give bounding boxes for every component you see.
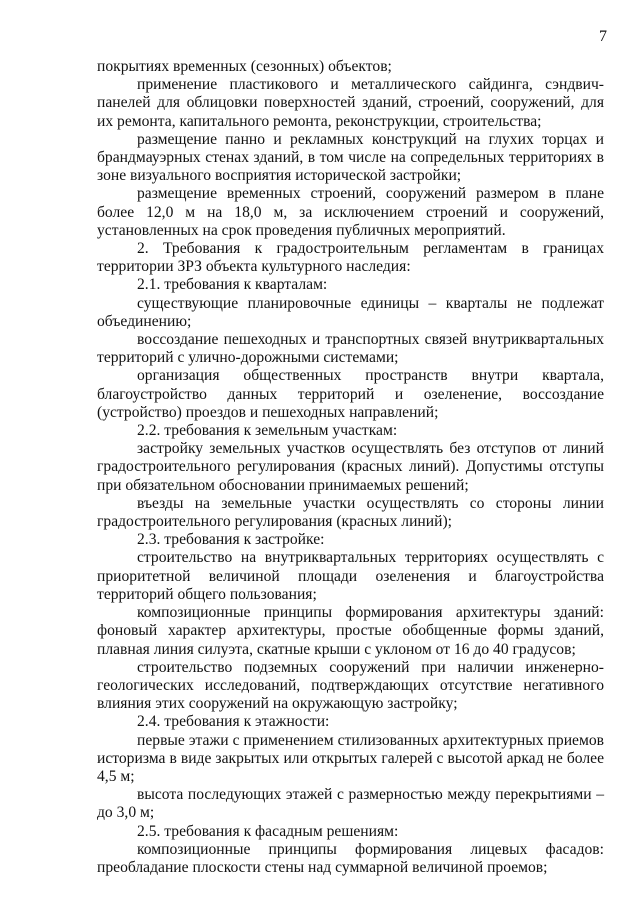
paragraph: композиционные принципы формирования архитектуры зданий: фоновый характер архитектуры, простые обобщенные формы зданий, плавная линия силуэта, скатные крыши с уклоном от 16 до 40 градусов; (97, 604, 604, 658)
paragraph: строительство подземных сооружений при наличии инженерно-геологических исследований, подтверждающих отсутствие негативного влияния этих сооружений на окружающую застройку; (97, 658, 604, 713)
paragraph: размещение панно и рекламных конструкций на глухих торцах и брандмауэрных стенах зданий, в том числе на сопредельных территориях в зоне визуального восприятия исторической застройки; (97, 130, 604, 185)
paragraph: воссоздание пешеходных и транспортных связей внутриквартальных территорий с улично-дорожными системами; (97, 331, 604, 367)
paragraph: покрытиях временных (сезонных) объектов; (97, 58, 392, 75)
paragraph: строительство на внутриквартальных территориях осуществлять с приоритетной величиной площади озеленения и благоустройства территорий общего пользования; (97, 549, 604, 603)
subsection-heading: 2.3. требования к застройке: (137, 531, 325, 549)
paragraph: применение пластикового и металлического сайдинга, сэндвич-панелей для облицовки поверхностей зданий, строений, сооружений, для их ремонта, капитального ремонта, реконструкции, строительства; (97, 76, 604, 130)
paragraph: размещение временных строений, сооружений размером в плане более 12,0 м на 18,0 м, за исключением строений и сооружений, установленных на срок проведения публичных мероприятий. (97, 185, 604, 239)
subsection-heading: 2.2. требования к земельным участкам: (137, 422, 398, 440)
page-number: 7 (599, 28, 607, 45)
subsection-heading: 2.5. требования к фасадным решениям: (137, 822, 399, 840)
section-heading: 2. Требования к градостроительным регламентам в границах территории ЗРЗ объекта культурного наследия: (97, 240, 604, 276)
paragraph: организация общественных пространств внутри квартала, благоустройство данных территорий и озеленение, воссоздание (устройство) проездов и пешеходных направлений; (97, 367, 604, 421)
paragraph: существующие планировочные единицы – кварталы не подлежат объединению; (97, 294, 604, 330)
subsection-heading: 2.4. требования к этажности: (137, 713, 330, 731)
subsection-heading: 2.1. требования к кварталам: (137, 276, 328, 294)
paragraph: въезды на земельные участки осуществлять со стороны линии градостроительного регулирования (красных линий); (97, 494, 604, 531)
paragraph: высота последующих этажей с размерностью между перекрытиями – до 3,0 м; (97, 786, 604, 822)
paragraph: застройку земельных участков осуществлять без отступов от линий градостроительного регулирования (красных линий). Допустимы отступы при обязательном обосновании принимаемых решений; (97, 440, 604, 494)
document-body (97, 58, 604, 877)
paragraph: первые этажи с применением стилизованных архитектурных приемов историзма в виде закрытых или открытых галерей с высотой аркад не более 4,5 м; (97, 731, 604, 785)
paragraph: композиционные принципы формирования лицевых фасадов: преобладание плоскости стены над суммарной величиной проемов; (97, 840, 604, 876)
